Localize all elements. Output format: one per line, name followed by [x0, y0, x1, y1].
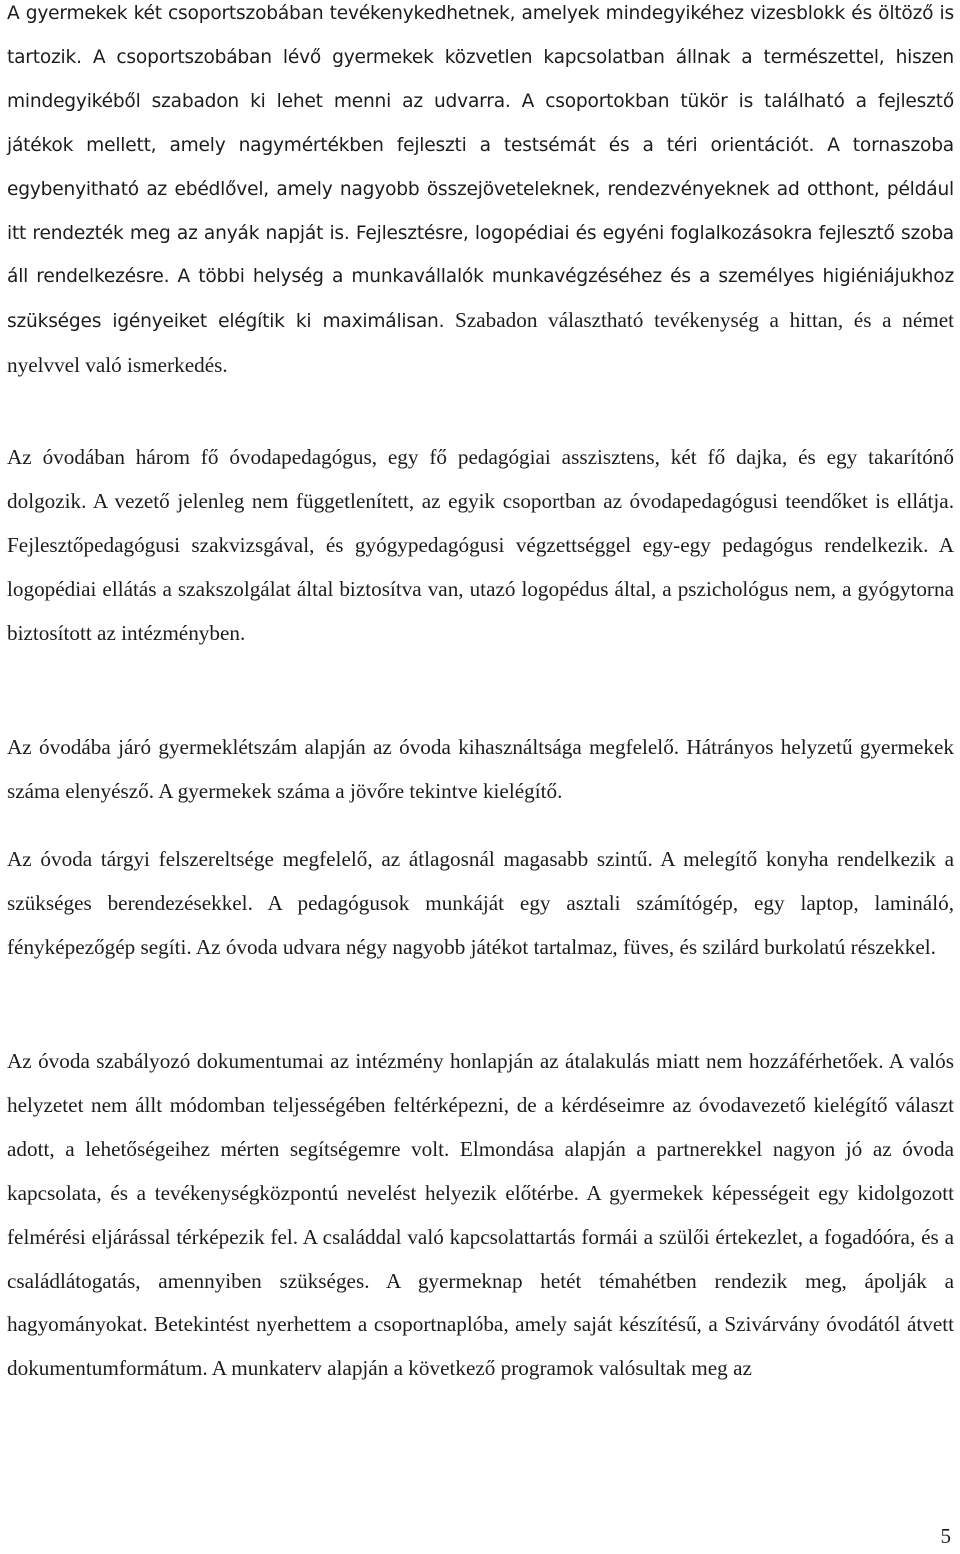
page-number: 5 — [940, 1524, 951, 1548]
paragraph-rooms-serif-text: Szabadon választható tevékenység a hittan, és a német nyelvvel való ismerkedés. — [7, 308, 955, 378]
paragraph-documents: Az óvoda szabályozó dokumentumai az intézmény honlapján az átalakulás miatt nem hozzáférhetőek. A valós helyzetet nem állt módomban teljességében feltérképezni, de a kérdéseimre az óvodavezető kielégítő választ adott, a lehetőségeihez mérten segítségemre volt. Elmondása alapján a partnerekkel nagyon jó az óvoda kapcsolata, és a tevékenységközpontú nevelést helyezik előtérbe. A gyermekek képességeit egy kidolgozott felmérési eljárással térképezik fel. A családdal való kapcsolattartás formái a szülői értekezlet, a fogadóóra, és a családlátogatás, amennyiben szükséges. A gyermeknap hetét témahétben rendezik meg, ápolják a hagyományokat. Betekintést nyerhettem a csoportnaplóba, amely saját készítésű, a Szivárvány óvodától átvett dokumentumformátum. A munkaterv alapján a következő programok valósultak meg az — [7, 1049, 954, 1381]
paragraph-rooms-sans-text: A gyermekek két csoportszobában tevékenykedhetnek, amelyek mindegyikéhez vizesblokk és öltöző is tartozik. A csoportszobában lévő gyermekek közvetlen kapcsolatban állnak a természettel, hiszen mindegyikéből szabadon ki lehet menni az udvarra. A csoportokban tükör is található a fejlesztő játékok mellett, amely nagymértékben fejleszti a testsémát és a téri orientációt. A tornaszoba egybenyitható az ebédlővel, amely nagyobb összejöveteleknek, rendezvényeknek ad otthont, például itt rendezték meg az anyák napját is. Fejlesztésre, logopédiai és egyéni foglalkozásokra fejlesztő szoba áll rendelkezésre. A többi helység a munkavállalók munkavégzéséhez és a személyes higiéniájukhoz szükséges igényeiket elégítik ki maximálisan. — [7, 3, 954, 333]
paragraph-rooms — [7, 0, 954, 389]
paragraph-enrollment: Az óvodába járó gyermeklétszám alapján az óvoda kihasználtsága megfelelő. Hátrányos helyzetű gyermekek száma elenyésző. A gyermekek száma a jövőre tekintve kielégítő. — [7, 735, 954, 803]
paragraph-equipment: Az óvoda tárgyi felszereltsége megfelelő, az átlagosnál magasabb szintű. A melegítő konyha rendelkezik a szükséges berendezésekkel. A pedagógusok munkáját egy asztali számítógép, egy laptop, lamináló, fényképezőgép segíti. Az óvoda udvara négy nagyobb játékot tartalmaz, füves, és szilárd burkolatú részekkel. — [7, 847, 954, 959]
paragraph-staff: Az óvodában három fő óvodapedagógus, egy fő pedagógiai asszisztens, két fő dajka, és egy takarítónő dolgozik. A vezető jelenleg nem függetlenített, az egyik csoportban az óvodapedagógusi teendőket is ellátja. Fejlesztőpedagógusi szakvizsgával, és gyógypedagógusi végzettséggel egy-egy pedagógus rendelkezik. A logopédiai ellátás a szakszolgálat által biztosítva van, utazó logopédus által, a pszichológus nem, a gyógytorna biztosított az intézményben. — [7, 445, 954, 645]
